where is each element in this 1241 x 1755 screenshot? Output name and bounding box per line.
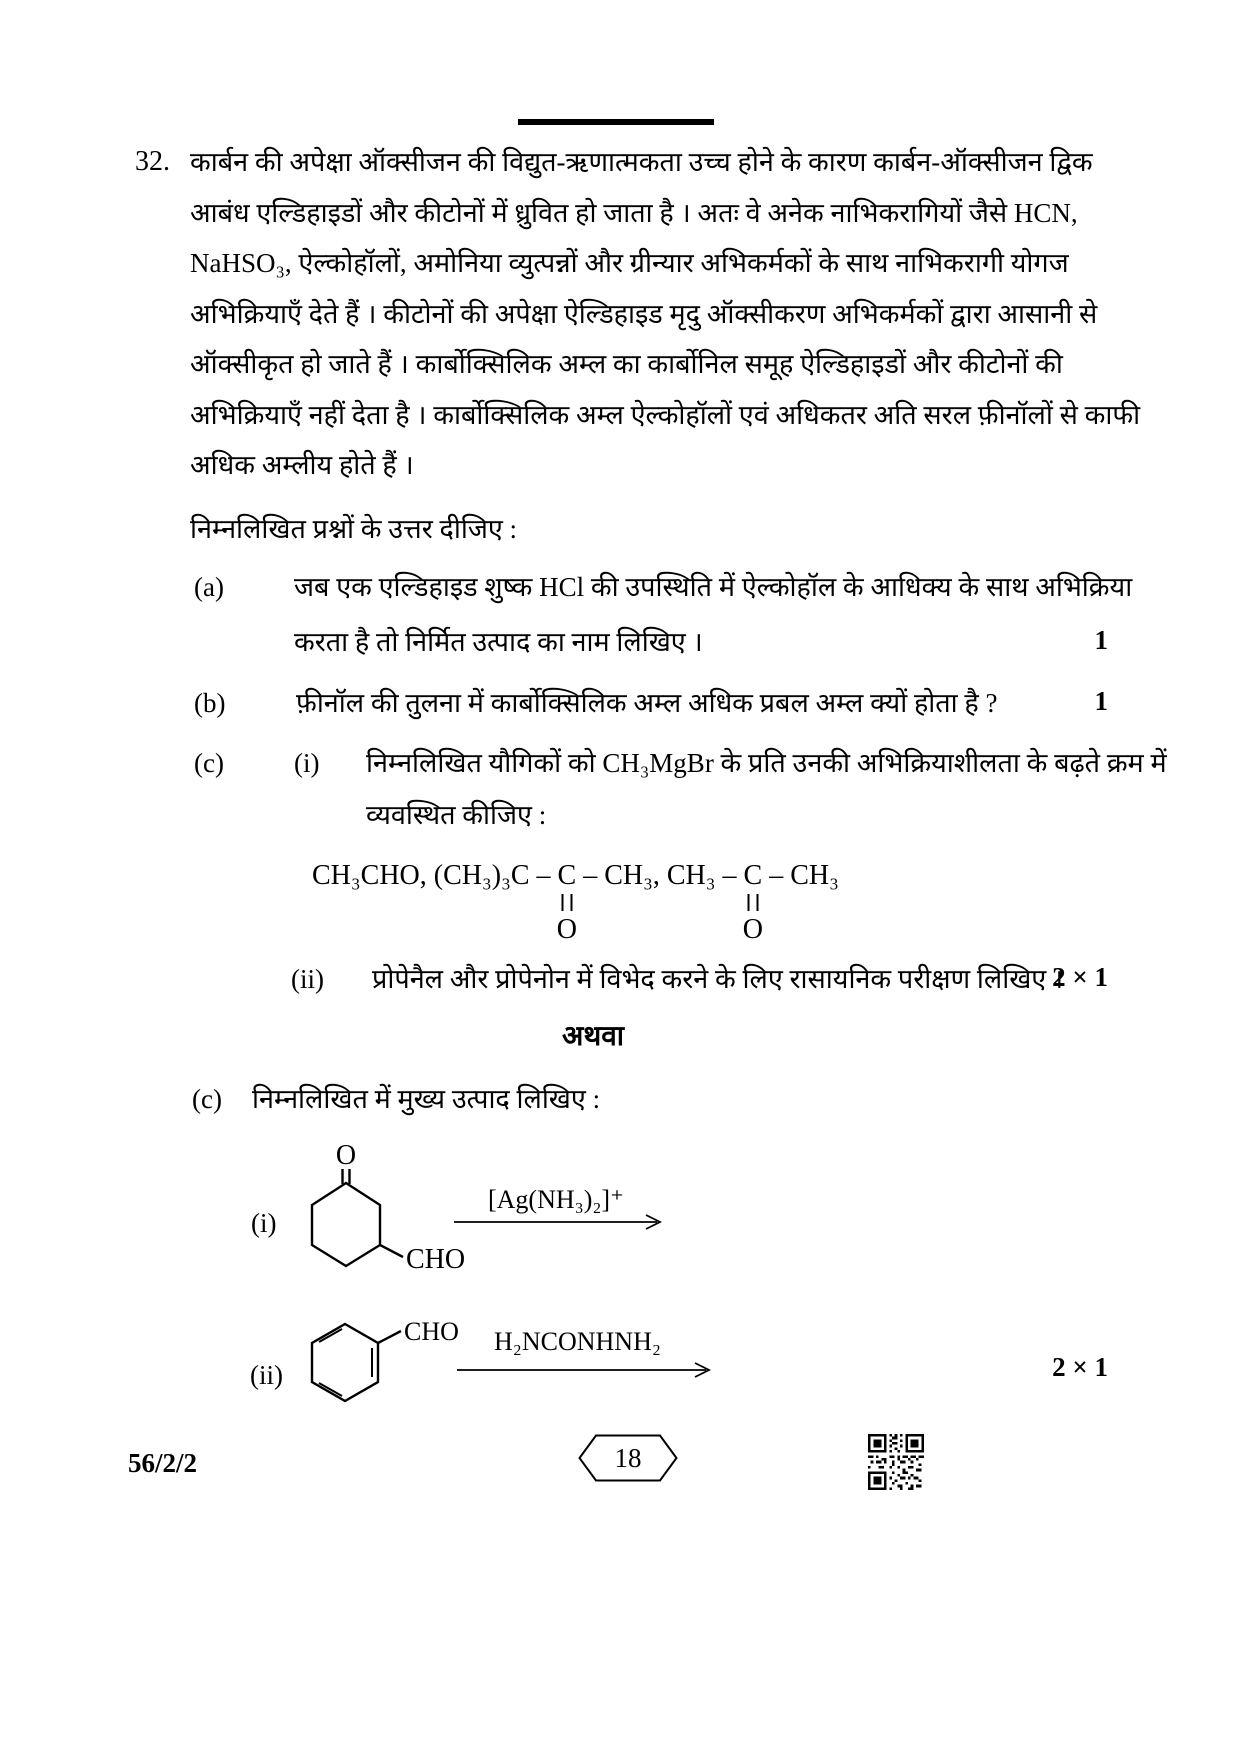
oxygen-atom: O xyxy=(742,914,764,945)
formula-line xyxy=(312,858,839,945)
formula-segment: CH₃CHO, (CH₃)₃C – xyxy=(312,860,558,891)
part-c-marks: 2 × 1 xyxy=(1052,962,1108,992)
part-c-or-marks: 2 × 1 xyxy=(1052,1352,1108,1382)
cyclohexanone-structure xyxy=(300,1138,475,1278)
part-b-text: फ़ीनॉल की तुलना में कार्बोक्सिलिक अम्ल अधिक प्रबल अम्ल क्यों होता है ? xyxy=(296,688,998,718)
reaction-arrow-icon xyxy=(457,1360,715,1380)
reaction-i-label: (i) xyxy=(251,1208,277,1238)
question-paragraph-line: अधिक अम्लीय होते हैं । xyxy=(190,450,414,480)
double-bond-icon xyxy=(319,1383,342,1396)
reaction-ii-reagent: H₂NCONHNH₂ xyxy=(494,1327,661,1356)
part-c-i-line2: व्यवस्थित कीजिए : xyxy=(366,800,547,830)
question-paragraph-line: अभिक्रियाएँ नहीं देता है । कार्बोक्सिलिक अम्ल ऐल्कोहॉलों एवं अधिकतर अति सरल फ़ीनॉलों से काफी xyxy=(190,400,1141,430)
part-a-line2: करता है तो निर्मित उत्पाद का नाम लिखिए । xyxy=(294,627,703,657)
carbonyl-group xyxy=(556,858,577,945)
cho-group: CHO xyxy=(404,1317,459,1346)
part-c-or-text: निम्नलिखित में मुख्य उत्पाद लिखिए : xyxy=(252,1084,601,1114)
double-bond-icon xyxy=(747,894,758,911)
top-divider xyxy=(518,119,714,125)
carbonyl-carbon: C xyxy=(557,860,577,891)
oxygen-atom: O xyxy=(335,1140,357,1171)
question-number: 32. xyxy=(135,146,170,177)
part-c-ii-text: प्रोपेनैल और प्रोपेनोन में विभेद करने के लिए रासायनिक परीक्षण लिखिए । xyxy=(372,964,1064,994)
part-a-label: (a) xyxy=(194,572,224,602)
part-c-ii-label: (ii) xyxy=(291,964,324,994)
part-a-line1: जब एक एल्डिहाइड शुष्क HCl की उपस्थिति में ऐल्कोहॉल के आधिक्य के साथ अभिक्रिया xyxy=(294,572,1133,602)
part-a-marks: 1 xyxy=(1094,625,1108,655)
part-c-i-label: (i) xyxy=(294,748,320,778)
benzene-ring xyxy=(312,1324,378,1401)
cho-group: CHO xyxy=(406,1244,466,1275)
formula-segment: – CH₃ xyxy=(762,860,839,891)
question-paragraph-line: अभिक्रियाएँ देते हैं । कीटोनों की अपेक्षा ऐल्डिहाइड मृदु ऑक्सीकरण अभिकर्मकों द्वारा आसानी से xyxy=(190,299,1098,329)
question-paragraph-line: आबंध एल्डिहाइडों और कीटोनों में ध्रुवित हो जाता है । अतः वे अनेक नाभिकरागियों जैसे HCN, xyxy=(190,198,1078,228)
part-c-or-label: (c) xyxy=(192,1084,222,1114)
carbonyl-group xyxy=(742,858,764,945)
document-code: 56/2/2 xyxy=(128,1448,198,1478)
reaction-i-reagent: [Ag(NH₃)₂]⁺ xyxy=(488,1185,624,1214)
or-separator: अथवा xyxy=(561,1021,625,1052)
part-b-label: (b) xyxy=(194,688,226,718)
page-number-hexagon xyxy=(578,1434,678,1482)
qr-code xyxy=(868,1434,924,1490)
part-c-i-line1: निम्नलिखित यौगिकों को CH₃MgBr के प्रति उनकी अभिक्रियाशीलता के बढ़ते क्रम में xyxy=(366,748,1167,778)
carbonyl-carbon: C xyxy=(743,860,763,891)
benzaldehyde-structure xyxy=(305,1316,470,1411)
page-number: 18 xyxy=(614,1443,642,1473)
question-intro: निम्नलिखित प्रश्नों के उत्तर दीजिए : xyxy=(190,514,518,544)
reaction-arrow-icon xyxy=(454,1212,666,1232)
cho-bond xyxy=(378,1331,401,1343)
formula-segment: – CH₃, CH₃ – xyxy=(576,860,744,891)
part-c-label: (c) xyxy=(194,748,224,778)
part-b-marks: 1 xyxy=(1094,686,1108,716)
cho-bond xyxy=(380,1245,403,1257)
question-paragraph-line: कार्बन की अपेक्षा ऑक्सीजन की विद्युत-ऋणात्मकता उच्च होने के कारण कार्बन-ऑक्सीजन द्विक xyxy=(190,147,1093,177)
oxygen-atom: O xyxy=(556,914,577,945)
reaction-ii-label: (ii) xyxy=(250,1360,283,1390)
question-paragraph-line: NaHSO₃, ऐल्कोहॉलों, अमोनिया व्युत्पन्नों और ग्रीन्यार अभिकर्मकों के साथ नाभिकरागी योगज xyxy=(190,248,1069,278)
double-bond-icon xyxy=(561,894,572,911)
double-bond-icon xyxy=(319,1329,342,1342)
cyclohexane-ring xyxy=(312,1183,380,1266)
question-paragraph-line: ऑक्सीकृत हो जाते हैं । कार्बोक्सिलिक अम्ल का कार्बोनिल समूह ऐल्डिहाइडों और कीटोनों की xyxy=(190,349,1063,379)
